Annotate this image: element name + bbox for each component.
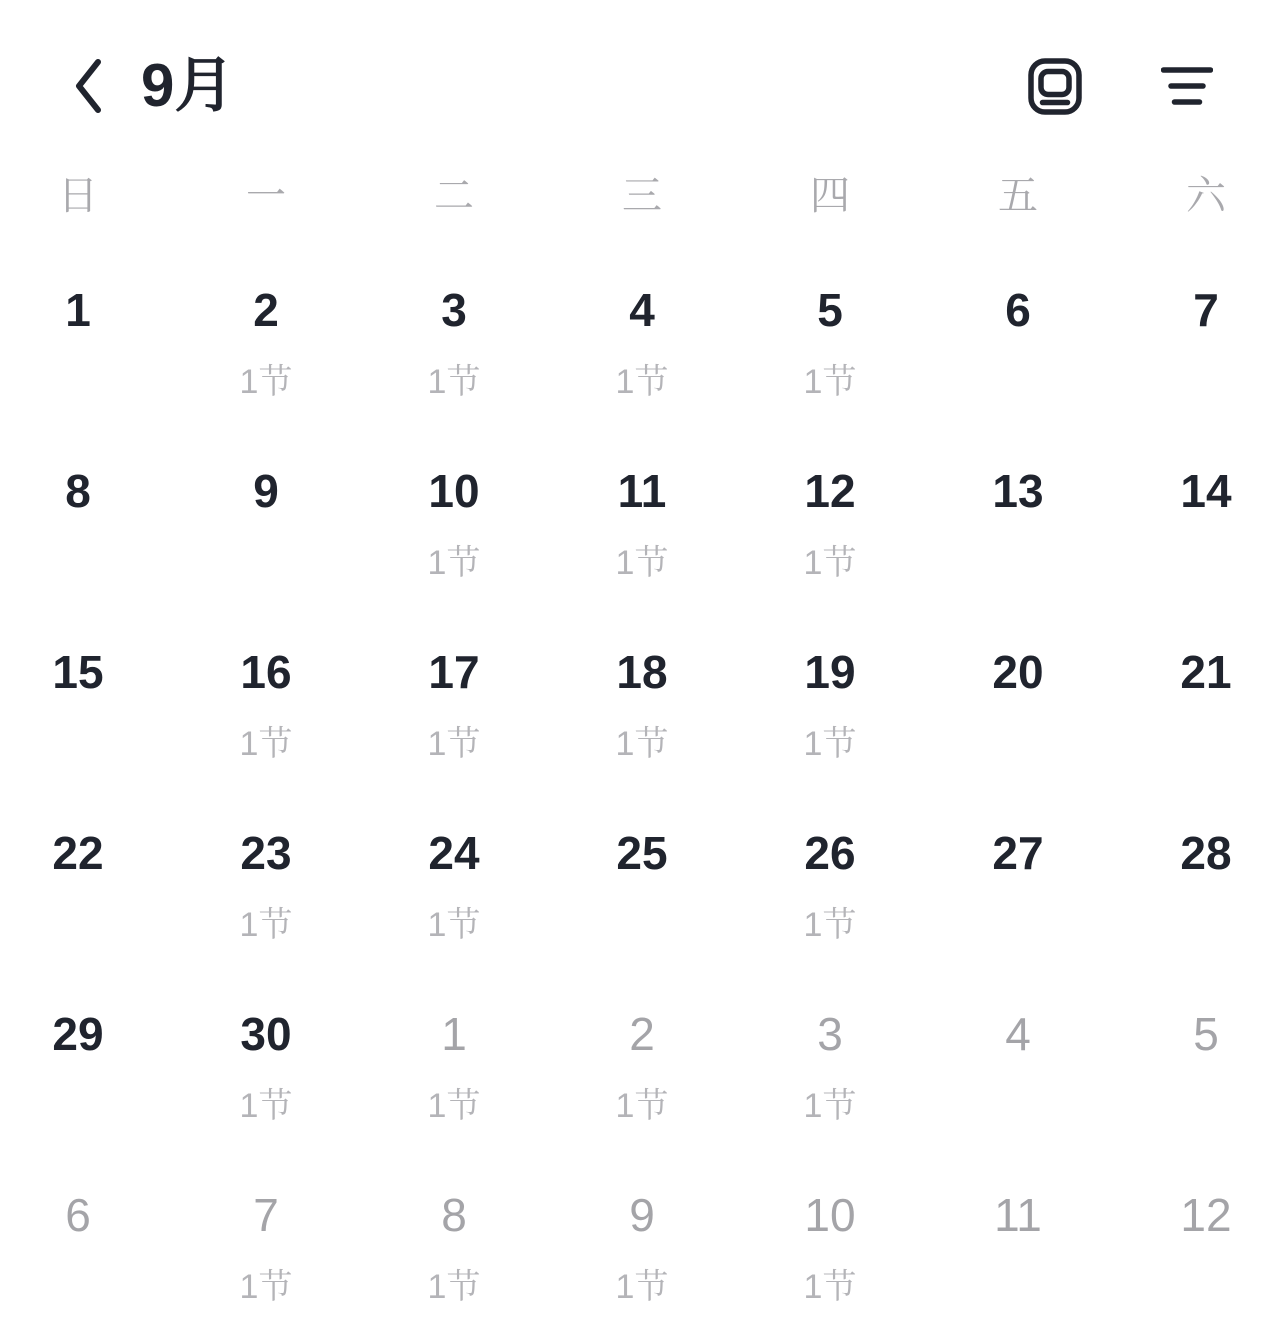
day-cell[interactable] <box>172 769 360 950</box>
weekday-row <box>0 166 1284 226</box>
day-cell[interactable] <box>0 588 172 769</box>
day-number: 3 <box>441 284 467 336</box>
day-cell[interactable] <box>1112 1131 1284 1312</box>
day-number: 17 <box>428 646 480 698</box>
lesson-count-badge: 1节 <box>239 363 293 401</box>
day-cell[interactable] <box>360 588 548 769</box>
lesson-count-badge: 1节 <box>615 725 669 763</box>
day-cell[interactable] <box>548 226 736 407</box>
lesson-count-badge: 1节 <box>427 906 481 944</box>
day-number: 25 <box>616 827 668 879</box>
day-cell[interactable] <box>548 407 736 588</box>
day-number: 21 <box>1180 646 1232 698</box>
day-cell[interactable] <box>924 226 1112 407</box>
lesson-count-badge: 1节 <box>615 544 669 582</box>
day-cell[interactable] <box>172 226 360 407</box>
day-number: 24 <box>428 827 480 879</box>
lesson-count-badge: 1节 <box>615 1087 669 1125</box>
filter-lines-icon <box>1161 67 1213 105</box>
day-cell[interactable] <box>548 588 736 769</box>
day-cell[interactable] <box>548 950 736 1131</box>
day-number: 20 <box>992 646 1044 698</box>
day-number: 5 <box>1193 1008 1219 1060</box>
lesson-count-badge: 1节 <box>239 725 293 763</box>
weekday-label: 日 <box>58 174 98 218</box>
day-cell[interactable] <box>736 1131 924 1312</box>
day-number: 14 <box>1180 465 1232 517</box>
view-toggle-button[interactable] <box>1028 58 1082 115</box>
day-number: 28 <box>1180 827 1232 879</box>
day-cell[interactable] <box>360 407 548 588</box>
lesson-count-badge: 1节 <box>427 1087 481 1125</box>
day-number: 2 <box>629 1008 655 1060</box>
day-cell[interactable] <box>1112 226 1284 407</box>
week-row <box>0 769 1284 950</box>
week-row <box>0 1131 1284 1312</box>
day-number: 4 <box>1005 1008 1031 1060</box>
lesson-count-badge: 1节 <box>803 544 857 582</box>
day-number: 9 <box>629 1189 655 1241</box>
day-number: 11 <box>994 1189 1042 1241</box>
week-row <box>0 588 1284 769</box>
day-cell[interactable] <box>1112 588 1284 769</box>
page-title: 9月 <box>141 52 235 119</box>
week-row <box>0 407 1284 588</box>
day-cell[interactable] <box>924 407 1112 588</box>
day-cell[interactable] <box>172 588 360 769</box>
day-number: 29 <box>52 1008 104 1060</box>
day-number: 1 <box>65 284 91 336</box>
weekday-label: 四 <box>810 174 850 218</box>
lesson-count-badge: 1节 <box>803 363 857 401</box>
lesson-count-badge: 1节 <box>427 725 481 763</box>
day-number: 6 <box>1005 284 1031 336</box>
lesson-count-badge: 1节 <box>803 906 857 944</box>
week-row <box>0 226 1284 407</box>
chevron-left-icon <box>73 58 103 114</box>
lesson-count-badge: 1节 <box>803 725 857 763</box>
day-cell[interactable] <box>924 769 1112 950</box>
day-number: 7 <box>1193 284 1219 336</box>
lesson-count-badge: 1节 <box>239 906 293 944</box>
weekday-label: 三 <box>622 174 662 218</box>
day-number: 15 <box>52 646 104 698</box>
day-cell[interactable] <box>172 407 360 588</box>
day-number: 16 <box>240 646 292 698</box>
filter-button[interactable] <box>1161 67 1213 105</box>
lesson-count-badge: 1节 <box>615 1268 669 1306</box>
day-cell[interactable] <box>736 588 924 769</box>
day-number: 5 <box>817 284 843 336</box>
lesson-count-badge: 1节 <box>427 1268 481 1306</box>
day-cell[interactable] <box>0 769 172 950</box>
day-cell[interactable] <box>0 1131 172 1312</box>
day-number: 13 <box>992 465 1044 517</box>
day-cell[interactable] <box>172 950 360 1131</box>
header-actions <box>1028 58 1213 115</box>
back-button[interactable] <box>73 56 113 116</box>
day-cell[interactable] <box>1112 950 1284 1131</box>
weekday-label: 五 <box>998 174 1038 218</box>
day-number: 23 <box>240 827 292 879</box>
day-cell[interactable] <box>736 950 924 1131</box>
lesson-count-badge: 1节 <box>427 363 481 401</box>
weekday-label: 六 <box>1186 174 1226 218</box>
day-number: 12 <box>804 465 856 517</box>
day-number: 10 <box>428 465 480 517</box>
card-view-icon <box>1028 58 1082 115</box>
day-cell[interactable] <box>924 950 1112 1131</box>
day-number: 8 <box>65 465 91 517</box>
day-number: 6 <box>65 1189 91 1241</box>
day-cell[interactable] <box>360 950 548 1131</box>
day-number: 2 <box>253 284 279 336</box>
day-cell[interactable] <box>736 407 924 588</box>
day-cell[interactable] <box>0 950 172 1131</box>
weekday-label: 二 <box>434 174 474 218</box>
day-cell[interactable] <box>548 1131 736 1312</box>
day-number: 10 <box>804 1189 856 1241</box>
day-cell[interactable] <box>736 226 924 407</box>
day-cell[interactable] <box>924 1131 1112 1312</box>
lesson-count-badge: 1节 <box>615 363 669 401</box>
day-number: 1 <box>441 1008 467 1060</box>
header <box>73 46 1213 126</box>
day-number: 9 <box>253 465 279 517</box>
day-cell[interactable] <box>736 769 924 950</box>
day-cell[interactable] <box>360 1131 548 1312</box>
day-cell[interactable] <box>172 1131 360 1312</box>
day-cell[interactable] <box>548 769 736 950</box>
day-number: 26 <box>804 827 856 879</box>
day-number: 27 <box>992 827 1044 879</box>
lesson-count-badge: 1节 <box>239 1268 293 1306</box>
weekday-label: 一 <box>246 174 286 218</box>
day-number: 30 <box>240 1008 292 1060</box>
day-number: 22 <box>52 827 104 879</box>
lesson-count-badge: 1节 <box>803 1087 857 1125</box>
day-number: 7 <box>253 1189 279 1241</box>
day-cell[interactable] <box>1112 407 1284 588</box>
day-number: 11 <box>617 465 667 517</box>
day-number: 19 <box>804 646 856 698</box>
day-number: 3 <box>817 1008 843 1060</box>
day-number: 8 <box>441 1189 467 1241</box>
day-cell[interactable] <box>0 226 172 407</box>
day-number: 4 <box>629 284 655 336</box>
day-cell[interactable] <box>924 588 1112 769</box>
lesson-count-badge: 1节 <box>239 1087 293 1125</box>
calendar-grid <box>0 226 1284 1312</box>
day-number: 12 <box>1180 1189 1232 1241</box>
day-cell[interactable] <box>360 769 548 950</box>
day-number: 18 <box>616 646 668 698</box>
day-cell[interactable] <box>360 226 548 407</box>
week-row <box>0 950 1284 1131</box>
lesson-count-badge: 1节 <box>427 544 481 582</box>
day-cell[interactable] <box>0 407 172 588</box>
day-cell[interactable] <box>1112 769 1284 950</box>
lesson-count-badge: 1节 <box>803 1268 857 1306</box>
